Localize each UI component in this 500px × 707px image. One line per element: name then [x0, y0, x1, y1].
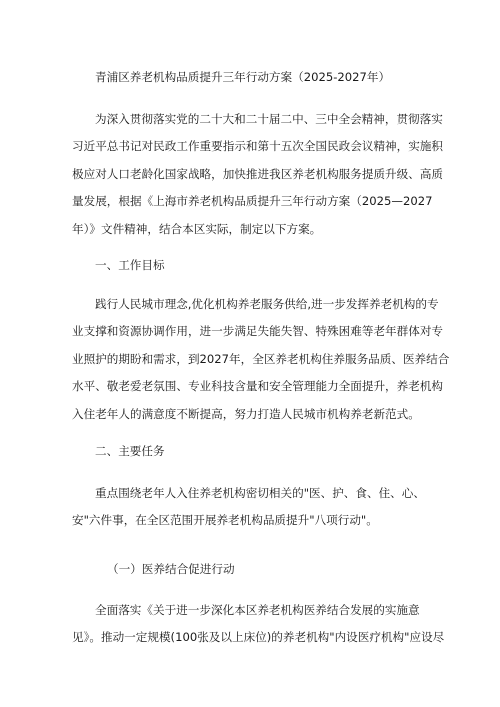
paragraph-line: 入住老年人的满意度不断提高，努力打造人民城市机构养老新范式。 [72, 406, 420, 421]
document-title [72, 64, 430, 91]
heading-text: 一、工作目标 [95, 258, 165, 272]
paragraph-line: 安"六件事，在全区范围开展养老机构品质提升"八项行动"。 [72, 513, 378, 528]
section-heading-goals [72, 252, 430, 279]
paragraph-line: 见》。推动一定规模(100张及以上床位)的养老机构"内设医疗机构"应设尽 [72, 630, 445, 645]
paragraph-line: 习近平总书记对民政工作重要指示和第十五次全国民政会议精神，实施积 [72, 139, 444, 154]
paragraph-line: 为深入贯彻落实党的二十大和二十届二中、三中全会精神，贯彻落实 [95, 112, 443, 126]
tasks-paragraph [72, 480, 430, 535]
paragraph-line: 业照护的期盼和需求，到2027年，全区养老机构住养服务品质、医养结合 [72, 351, 450, 366]
title-text: 青浦区养老机构品质提升三年行动方案（2025-2027年） [95, 70, 391, 84]
intro-paragraph [72, 106, 444, 243]
section-heading-tasks [72, 438, 430, 465]
medical-care-paragraph [72, 597, 445, 652]
paragraph-line: 践行人民城市理念,优化机构养老服务供给,进一步发挥养老机构的专 [95, 297, 439, 311]
heading-text: 二、主要任务 [95, 444, 165, 458]
subsection-heading-medical-care [72, 556, 430, 583]
paragraph-line: 全面落实《关于进一步深化本区养老机构医养结合发展的实施意 [95, 603, 420, 617]
heading-text: （一）医养结合促进行动 [107, 562, 235, 576]
paragraph-line: 量发展，根据《上海市养老机构品质提升三年行动方案（2025—2027 [72, 194, 433, 209]
paragraph-line: 极应对人口老龄化国家战略，加快推进我区养老机构服务提质升级、高质 [72, 166, 444, 181]
paragraph-line: 水平、敬老爱老氛围、专业科技含量和安全管理能力全面提升，养老机构 [72, 379, 444, 394]
paragraph-line: 重点围绕老年人入住养老机构密切相关的"医、护、食、住、心、 [95, 486, 425, 500]
goals-paragraph [72, 291, 450, 428]
paragraph-line: 年）》文件精神，结合本区实际，制定以下方案。 [72, 221, 322, 236]
paragraph-line: 业支撑和资源协调作用，进一步满足失能失智、特殊困难等老年群体对专 [72, 324, 444, 339]
